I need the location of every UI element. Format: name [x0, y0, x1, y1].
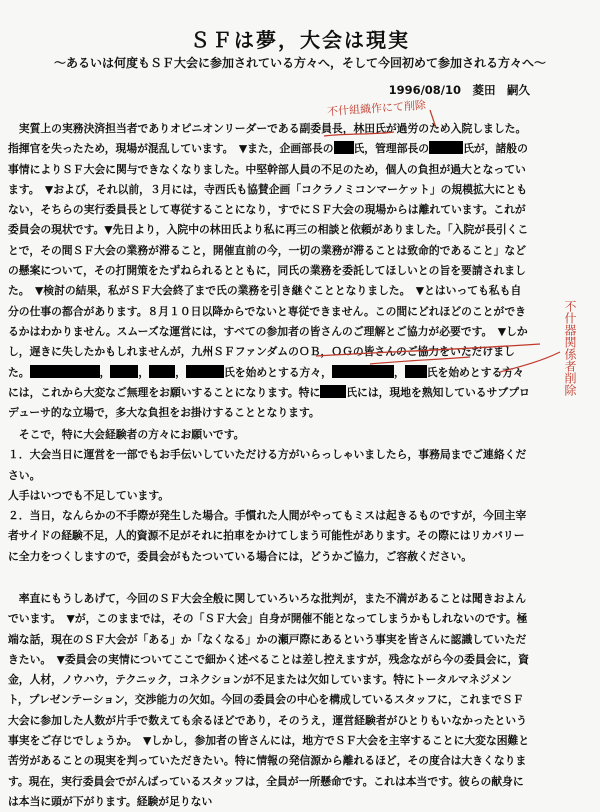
- p1-text-2: 氏，管理部長の: [353, 142, 430, 156]
- redaction-box: [149, 365, 175, 378]
- p2-item-2: ２．当日，なんらかの不手際が発生した場合。手慣れた人間がやってもミスは起きるものですが，今回主宰者サイドの経験不足，人的資源不足がそれに拍車をかけてしまう可能性があります。その際にはリカバリーに全力をつくしますので，委員会がもたついている場合には，どうかご協力，ご容赦ください。: [8, 509, 527, 563]
- p2-item-1-cont: 人手はいつでも不足しています。: [8, 488, 170, 502]
- p1-text-7: 氏を始めとする方々，: [223, 365, 332, 379]
- p2-item-1: １．大会当日に運営を一部でもお手伝いしていただける方がいらっしゃいましたら，事務局までご連絡ください。: [8, 448, 527, 482]
- redaction-box: [334, 141, 354, 154]
- p1-text-9: 氏を始めとする方々には，これから大変なご無理をお願いすることになります。特に: [8, 365, 524, 399]
- paragraph-2: [8, 425, 530, 567]
- p1-text-3: 氏が，諸般の事情によりＳＦ大会に関与できなくなりました。中堅幹部人員の不足のため，個人の負担が過大となっています。 ▼および，それ以前，３月には，寺西氏も協賛企画「コクラノミコンマーケット」の規模拡大にともない，そちらの実行委員長として専従することになり，すでにＳＦ大会の現場からは離れています。これが委員会の現状です。▼先日より，入院中の林田氏より私に再三の相談と依頼がありました。「入院が長引くことで，その間ＳＦ大会の業務が滞ること，開催直前の今，一切の業務が滞ることは致命的であること」などの懸案について，その打開策をたずねられるとともに，同氏の業務を委託してほしいとの旨を要請されました。 ▼検討の結果，私がＳＦ大会終了まで氏の業務を引き継ぐこととなりました。 ▼とはいっても私も自分の仕事の都合があります。８月１０日以降からでないと専従できません。この間にどれほどのことができるかはわかりません。スムーズな運営には，すべての参加者の皆さんのご理解とご協力が必要です。 ▼しかし，遅きに失したかもしれませんが，九州ＳＦファンダムのＯＢ，ＯＧの皆さんのご協力をいただけました。: [8, 142, 529, 379]
- redaction-box: [186, 365, 224, 378]
- paragraph-1: [8, 119, 530, 423]
- p1-text-8: ，: [393, 365, 405, 379]
- handwritten-note: 不什組織作にて削除: [326, 98, 427, 119]
- redaction-box: [30, 365, 100, 378]
- paragraph-3: 率直にもうしあげて，今回のＳＦ大会全般に関していろいろな批判が，また不満があることは聞きおよんでいます。 ▼が，このままでは，その「ＳＦ大会」自身が開催不能となってしまうかもしれないのです。極端な話，現在のＳＦ大会が「ある」か「なくなる」かの瀬戸際にあるという事実を皆さんに認識していただきたい。 ▼委員会の実情についてここで細かく述べることは差し控えますが，残念ながら今の委員会に，資金，人材，ノウハウ，テクニック，コネクションが不足または欠如しています。特にトータルマネジメント，プレゼンテーション，交渉能力の欠如。今回の委員会の中心を構成しているスタッフに，これまでＳＦ大会に参加した人数が片手で数えても余るほどであり，そのうえ，運営経験者がひとりもいなかったという事実をご存じでしょうか。 ▼しかし，参加者の皆さんには，地方でＳＦ大会を主宰することに大変な困難と苦労があることの現実を判っていただきたい。特に情報の発信源から離れるほど，その度合は大きくなります。現在，実行委員会でがんばっているスタッフは，全員が一所懸命です。これは本当です。彼らの献身には本当に頭が下がります。経験が足りない: [8, 592, 530, 808]
- p1-text-10: 氏には，現地を熟知しているサブプロデューサ的な立場で，多大な負担をお掛けすることとなります。: [8, 385, 530, 420]
- handwritten-note-vertical: 不什器関係者削除: [563, 300, 577, 396]
- p1-text-1: 実質上の実務決済担当者でありオピニオンリーダーである副委員長，林田氏が過労のため入院しました。指揮官を失ったため，現場が混乱しています。 ▼また，企画部長の: [8, 122, 527, 156]
- document-subtitle: ～あるいは何度もＳＦ大会に参加されている方々へ，そして今回初めて参加される方々へ～: [53, 56, 546, 70]
- p1-text-6: ，: [175, 365, 186, 379]
- redaction-box: [429, 141, 463, 154]
- p2-intro: そこで，特に大会経験者の方々にお願いです。: [18, 428, 245, 441]
- redaction-box: [110, 365, 138, 378]
- p1-text-5: ，: [138, 365, 150, 379]
- p1-text-4: ，: [99, 365, 111, 379]
- redaction-box: [320, 385, 346, 398]
- date-author-line: 1996/08/10 菱田 嗣久: [388, 83, 530, 97]
- redaction-box: [332, 365, 394, 378]
- document-title: ＳＦは夢，大会は現実: [190, 28, 410, 52]
- redaction-box: [405, 365, 427, 378]
